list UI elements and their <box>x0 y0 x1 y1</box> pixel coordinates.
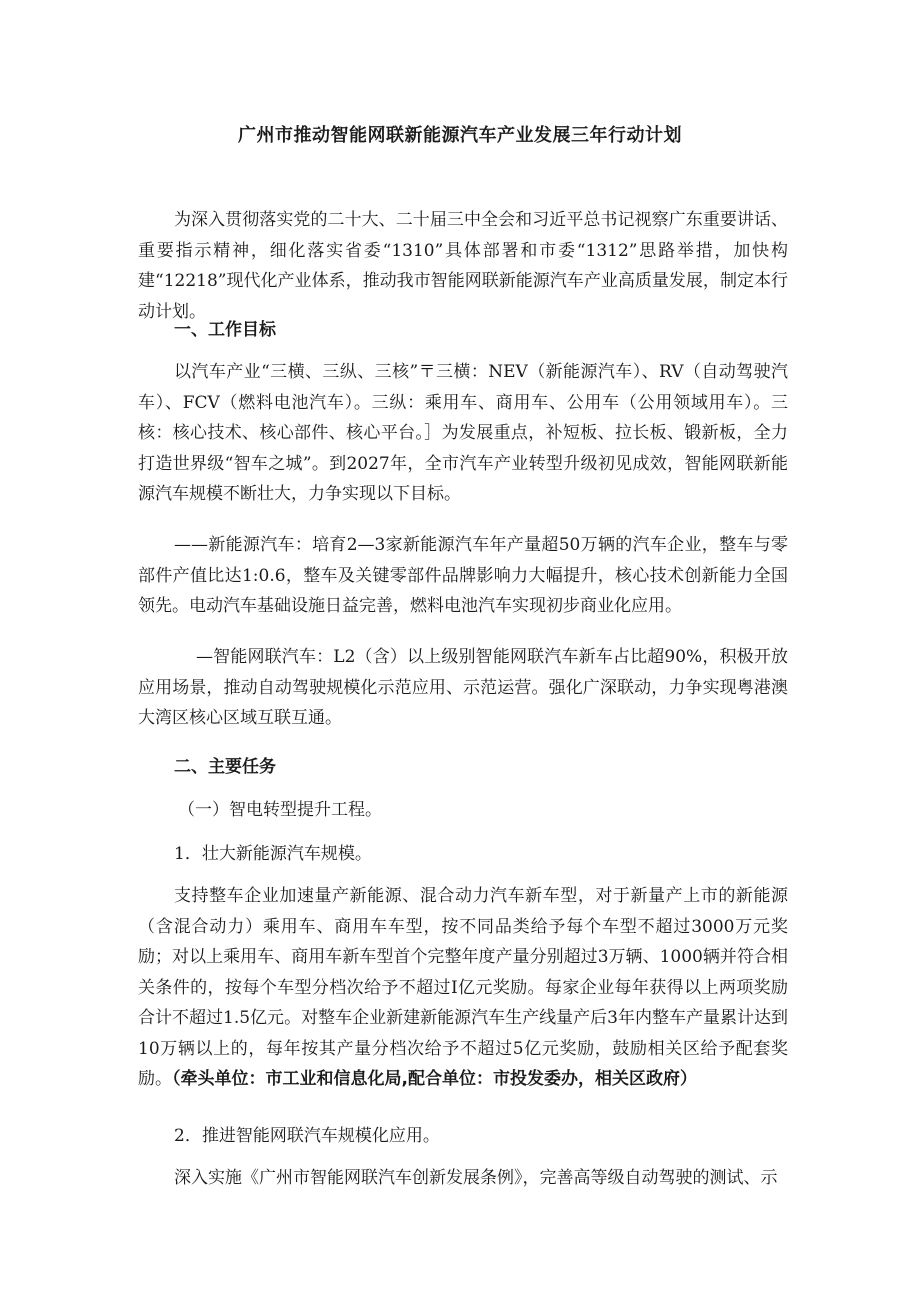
icv-goal-paragraph: —智能网联汽车：L2（含）以上级别智能网联汽车新车占比超90%，积极开放应用场景，推动自动驾驶规模化示范应用、示范运营。强化广深联动，力争实现粤港澳大湾区核心区域互联互通。 <box>138 647 788 728</box>
document-title: 广州市推动智能网联新能源汽车产业发展三年行动计划 <box>238 125 682 146</box>
goals-paragraph: 以汽车产业“三横、三纵、三核”〒三横：NEV（新能源汽车）、RV（自动驾驶汽车）、FCV（燃料电池汽车）。三纵：乘用车、商用车、公用车（公用领域用车）。三核：核心技术、核心部件、核心平台。］为发展重点，补短板、拉长板、锻新板，全力打造世界级“智车之城”。到2027年，全市汽车产业转型升级初见成效，智能网联新能源汽车规模不断壮大，力争实现以下目标。 <box>138 362 788 504</box>
nev-goal-paragraph: ——新能源汽车：培育2—3家新能源汽车年产量超50万辆的汽车企业，整车与零部件产值比达1:0.6，整车及关键零部件品牌影响力大幅提升，核心技术创新能力全国领先。电动汽车基础设施日益完善，燃料电池汽车实现初步商业化应用。 <box>138 535 788 616</box>
item-body-1-text: 支持整车企业加速量产新能源、混合动力汽车新车型，对于新量产上市的新能源（含混合动力）乘用车、商用车车型，按不同品类给予每个车型不超过3000万元奖励；对以上乘用车、商用车新车型首个完整年度产量分别超过3万辆、1000辆并符合相关条件的，按每个车型分档次给予不超过I亿元奖励。每家企业每年获得以上两项奖励合计不超过1.5亿元。对整车企业新建新能源汽车生产线量产后3年内整车产量累计达到10万辆以上的，每年按其产量分档次给予不超过5亿元奖励，鼓励相关区给予配套奖励。 <box>138 886 788 1089</box>
lead-unit-note: （牵头单位：市工业和信息化局,配合单位：市投发委办，相关区政府） <box>172 1069 697 1089</box>
intro-paragraph: 为深入贯彻落实党的二十大、二十届三中全会和习近平总书记视察广东重要讲话、重要指示精神，细化落实省委“1310”具体部署和市委“1312”思路举措，加快构建“12218”现代化产业体系，推动我市智能网联新能源汽车产业高质量发展，制定本行动计划。 <box>138 210 788 322</box>
item-body-1 <box>138 881 788 1095</box>
item-title-2: 2．推进智能网联汽车规模化应用。 <box>174 1126 440 1146</box>
item-title-1: 1．壮大新能源汽车规模。 <box>174 844 372 864</box>
section-heading-goals: 一、工作目标 <box>174 320 276 340</box>
item-body-2: 深入实施《广州市智能网联汽车创新发展条例》，完善高等级自动驾驶的测试、示 <box>174 1168 778 1188</box>
subsection-title: （一）智电转型提升工程。 <box>178 800 382 820</box>
section-heading-tasks: 二、主要任务 <box>174 757 276 777</box>
